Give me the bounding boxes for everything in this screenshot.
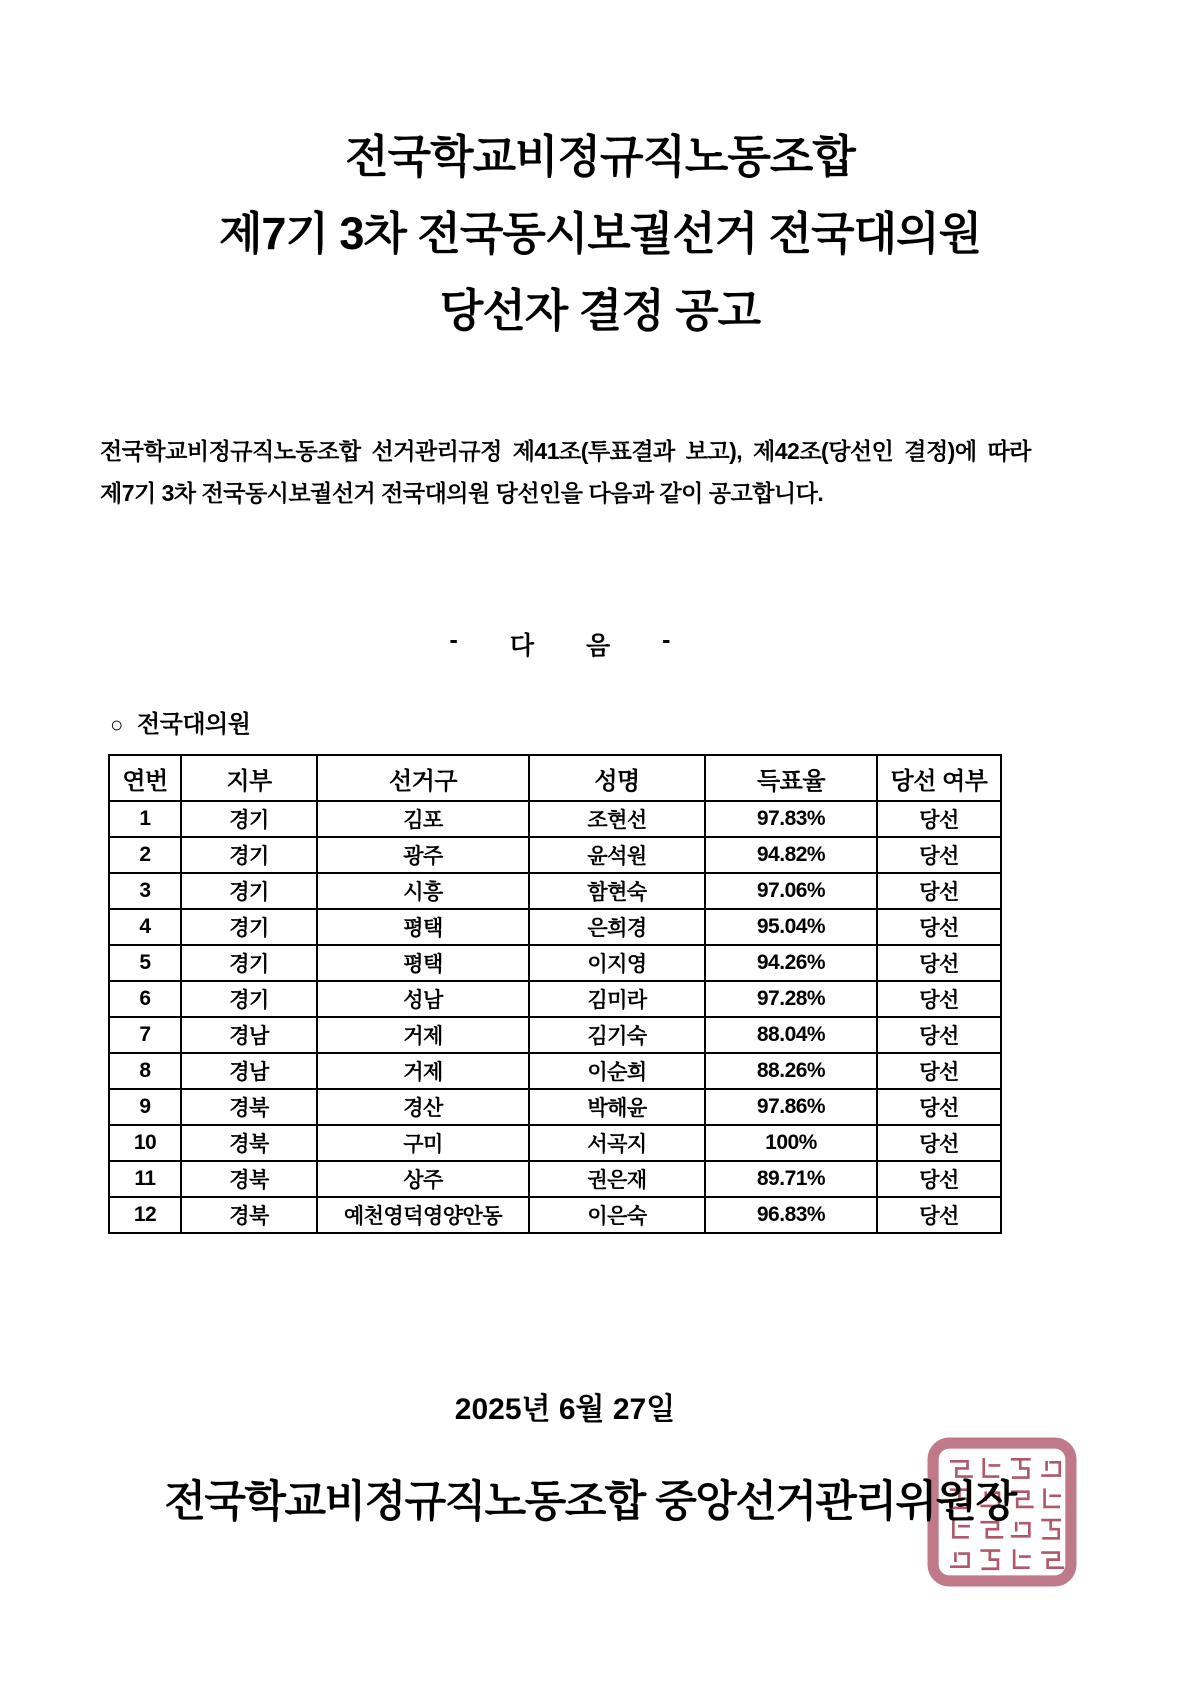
header-cell: 지부: [181, 755, 317, 801]
table-row: [109, 1089, 1001, 1125]
table-cell: 경산: [317, 1089, 529, 1125]
table-cell: 9: [109, 1089, 181, 1125]
table-cell: 구미: [317, 1125, 529, 1161]
table-cell: 3: [109, 873, 181, 909]
table-cell: 당선: [877, 945, 1001, 981]
table-cell: 4: [109, 909, 181, 945]
table-cell: 2: [109, 837, 181, 873]
table-cell: 88.04%: [705, 1017, 877, 1053]
table-row: [109, 801, 1001, 837]
table-cell: 97.83%: [705, 801, 877, 837]
table-cell: 이순희: [529, 1053, 705, 1089]
table-cell: 김기숙: [529, 1017, 705, 1053]
table-cell: 10: [109, 1125, 181, 1161]
title-line-3: 당선자 결정 공고: [439, 285, 761, 336]
table-cell: 광주: [317, 837, 529, 873]
table-header-row: [109, 755, 1001, 801]
section-heading: [110, 704, 250, 739]
table-row: [109, 909, 1001, 945]
table-row: [109, 1017, 1001, 1053]
table-cell: 100%: [705, 1125, 877, 1161]
table-cell: 당선: [877, 1089, 1001, 1125]
intro-line-2: 제7기 3차 전국동시보궐선거 전국대의원 당선인을 다음과 같이 공고합니다.: [100, 480, 824, 506]
header-cell: 선거구: [317, 755, 529, 801]
table-cell: 당선: [877, 1197, 1001, 1233]
signature-line: 전국학교비정규직노동조합 중앙선거관리위원장: [164, 1478, 1016, 1526]
daum-divider: [0, 626, 1120, 662]
table-cell: 경북: [181, 1125, 317, 1161]
header-cell: 득표율: [705, 755, 877, 801]
table-cell: 89.71%: [705, 1161, 877, 1197]
table-cell: 11: [109, 1161, 181, 1197]
table-cell: 경북: [181, 1197, 317, 1233]
table-row: [109, 1125, 1001, 1161]
table-cell: 시흥: [317, 873, 529, 909]
table-cell: 7: [109, 1017, 181, 1053]
table-cell: 함현숙: [529, 873, 705, 909]
circle-bullet-icon: ○: [110, 712, 123, 737]
table-cell: 당선: [877, 981, 1001, 1017]
intro-line-1: 전국학교비정규직노동조합 선거관리규정 제41조(투표결과 보고), 제42조(당선인 결정)에 따라: [100, 438, 1031, 464]
table-cell: 상주: [317, 1161, 529, 1197]
table-cell: 95.04%: [705, 909, 877, 945]
table-cell: 당선: [877, 801, 1001, 837]
section-heading-label: 전국대의원: [136, 711, 251, 738]
divider-left-dash: -: [449, 626, 458, 654]
table-cell: 당선: [877, 1053, 1001, 1089]
table-cell: 조현선: [529, 801, 705, 837]
table-cell: 권은재: [529, 1161, 705, 1197]
table-cell: 성남: [317, 981, 529, 1017]
table-cell: 박해윤: [529, 1089, 705, 1125]
table-cell: 김미라: [529, 981, 705, 1017]
winners-table: [108, 754, 1002, 1234]
table-cell: 경남: [181, 1053, 317, 1089]
table-cell: 경기: [181, 981, 317, 1017]
document-title: [0, 118, 1200, 349]
table-cell: 경기: [181, 873, 317, 909]
table-cell: 거제: [317, 1053, 529, 1089]
table-cell: 거제: [317, 1017, 529, 1053]
table-cell: 김포: [317, 801, 529, 837]
header-cell: 당선 여부: [877, 755, 1001, 801]
table-cell: 6: [109, 981, 181, 1017]
table-cell: 1: [109, 801, 181, 837]
header-cell: 연번: [109, 755, 181, 801]
table-cell: 평택: [317, 945, 529, 981]
table-cell: 경남: [181, 1017, 317, 1053]
intro-paragraph: [100, 430, 1110, 514]
table-cell: 당선: [877, 909, 1001, 945]
table-cell: 94.26%: [705, 945, 877, 981]
table-cell: 당선: [877, 1017, 1001, 1053]
table-cell: 97.28%: [705, 981, 877, 1017]
table-cell: 당선: [877, 837, 1001, 873]
table-row: [109, 837, 1001, 873]
table-cell: 8: [109, 1053, 181, 1089]
table-cell: 은희경: [529, 909, 705, 945]
table-cell: 97.86%: [705, 1089, 877, 1125]
table-cell: 12: [109, 1197, 181, 1233]
table-cell: 경기: [181, 801, 317, 837]
table-cell: 서곡지: [529, 1125, 705, 1161]
table-cell: 윤석원: [529, 837, 705, 873]
table-row: [109, 1197, 1001, 1233]
table-row: [109, 981, 1001, 1017]
table-cell: 이지영: [529, 945, 705, 981]
table-cell: 예천영덕영양안동: [317, 1197, 529, 1233]
table-cell: 88.26%: [705, 1053, 877, 1089]
table-cell: 당선: [877, 1125, 1001, 1161]
table-cell: 94.82%: [705, 837, 877, 873]
table-row: [109, 1161, 1001, 1197]
title-line-1: 전국학교비정규직노동조합: [345, 131, 855, 182]
table-cell: 경북: [181, 1089, 317, 1125]
table-cell: 당선: [877, 1161, 1001, 1197]
table-row: [109, 945, 1001, 981]
table-cell: 경기: [181, 945, 317, 981]
header-cell: 성명: [529, 755, 705, 801]
table-cell: 경북: [181, 1161, 317, 1197]
table-row: [109, 1053, 1001, 1089]
table-cell: 97.06%: [705, 873, 877, 909]
announcement-date: 2025년 6월 27일: [454, 1393, 676, 1426]
table-row: [109, 873, 1001, 909]
divider-word-2: 음: [586, 632, 611, 660]
title-line-2: 제7기 3차 전국동시보궐선거 전국대의원: [218, 208, 982, 259]
table-cell: 경기: [181, 837, 317, 873]
table-cell: 이은숙: [529, 1197, 705, 1233]
table-cell: 96.83%: [705, 1197, 877, 1233]
table-cell: 5: [109, 945, 181, 981]
table-cell: 평택: [317, 909, 529, 945]
table-cell: 당선: [877, 873, 1001, 909]
divider-word-1: 다: [509, 632, 534, 660]
divider-right-dash: -: [662, 626, 671, 654]
table-cell: 경기: [181, 909, 317, 945]
